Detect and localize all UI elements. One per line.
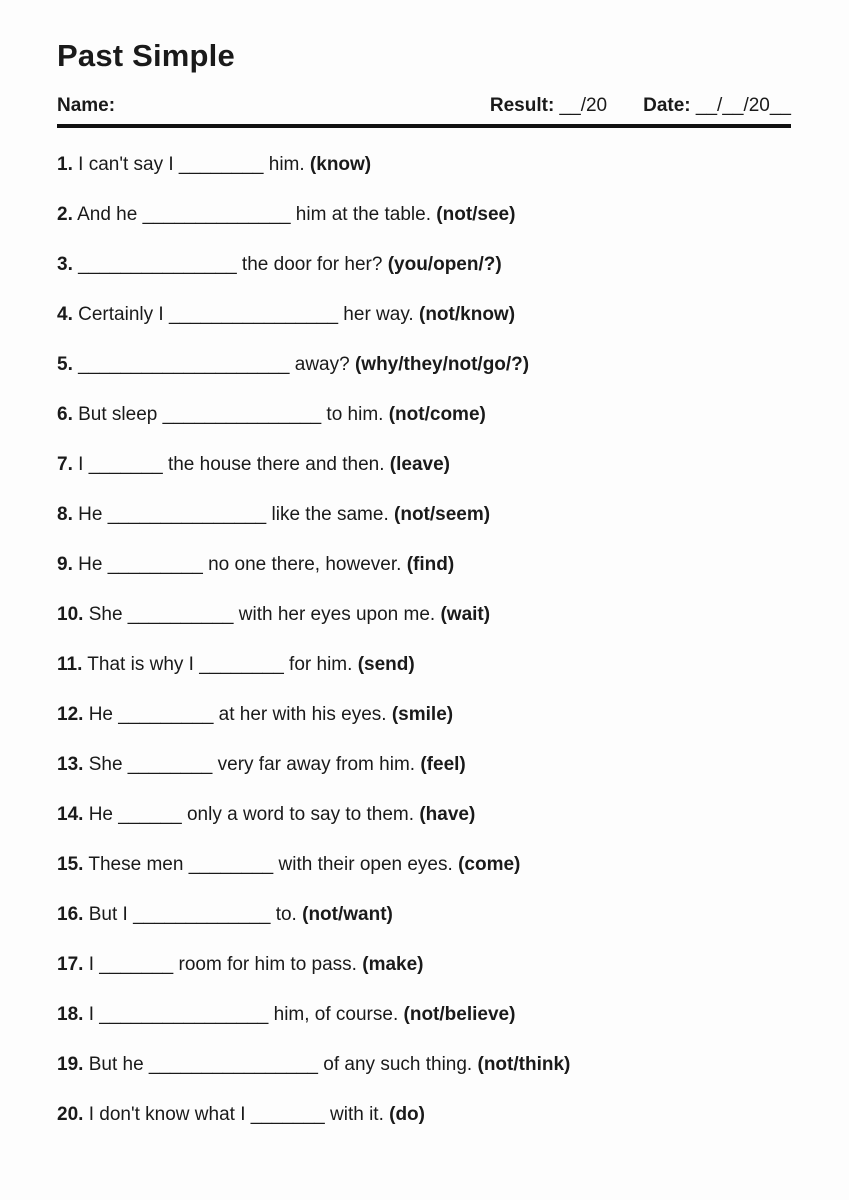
question-post-text: her way. bbox=[338, 304, 419, 326]
verb-hint: (wait) bbox=[440, 604, 491, 626]
question-number: 17. bbox=[57, 954, 84, 976]
date-label: Date: bbox=[643, 94, 691, 116]
question-row-7 bbox=[57, 454, 791, 476]
answer-blank: ______________ bbox=[142, 204, 291, 226]
question-row-17 bbox=[57, 954, 791, 976]
verb-hint: (leave) bbox=[389, 454, 450, 476]
question-post-text: with it. bbox=[324, 1104, 390, 1126]
answer-blank: _________ bbox=[107, 554, 203, 576]
question-number: 16. bbox=[57, 904, 84, 926]
result-value: __/20 bbox=[554, 94, 608, 116]
questions-list bbox=[57, 154, 791, 1126]
question-post-text: the door for her? bbox=[236, 254, 388, 276]
answer-blank: __________ bbox=[127, 604, 234, 626]
question-row-10 bbox=[57, 604, 791, 626]
question-pre-text: But sleep bbox=[72, 404, 163, 426]
answer-blank: ________ bbox=[188, 854, 274, 876]
question-pre-text: She bbox=[83, 604, 128, 626]
question-post-text: at her with his eyes. bbox=[213, 704, 392, 726]
verb-hint: (have) bbox=[419, 804, 476, 826]
question-post-text: to. bbox=[270, 904, 303, 926]
verb-hint: (not/come) bbox=[388, 404, 486, 426]
result-label: Result: bbox=[489, 94, 555, 116]
question-number: 13. bbox=[57, 754, 84, 776]
header-divider bbox=[57, 124, 791, 128]
question-post-text: for him. bbox=[283, 654, 358, 676]
question-pre-text: But I bbox=[83, 904, 134, 926]
answer-blank: _______________ bbox=[162, 404, 322, 426]
verb-hint: (feel) bbox=[420, 754, 466, 776]
verb-hint: (not/know) bbox=[419, 304, 516, 326]
date-value: __/__/20__ bbox=[690, 94, 791, 116]
question-row-12 bbox=[57, 704, 791, 726]
verb-hint: (not/think) bbox=[477, 1054, 571, 1076]
question-post-text: of any such thing. bbox=[318, 1054, 478, 1076]
question-pre-text: I don't know what I bbox=[83, 1104, 251, 1126]
question-post-text: the house there and then. bbox=[162, 454, 390, 476]
question-row-4 bbox=[57, 304, 791, 326]
question-number: 11. bbox=[57, 654, 83, 676]
worksheet-meta-row bbox=[57, 95, 791, 118]
question-post-text: no one there, however. bbox=[202, 554, 407, 576]
question-pre-text: She bbox=[83, 754, 128, 776]
question-post-text: with her eyes upon me. bbox=[233, 604, 441, 626]
question-row-1 bbox=[57, 154, 791, 176]
question-row-9 bbox=[57, 554, 791, 576]
date-field bbox=[643, 95, 791, 118]
verb-hint: (know) bbox=[309, 154, 372, 176]
answer-blank: _______________ bbox=[78, 254, 237, 276]
answer-blank: _______ bbox=[99, 954, 174, 976]
question-number: 5. bbox=[57, 354, 73, 376]
question-row-6 bbox=[57, 404, 791, 426]
question-number: 9. bbox=[57, 554, 73, 576]
question-post-text: like the same. bbox=[266, 504, 395, 526]
result-field bbox=[490, 95, 607, 118]
question-number: 2. bbox=[57, 204, 73, 226]
verb-hint: (you/open/?) bbox=[387, 254, 502, 276]
answer-blank: _______ bbox=[88, 454, 163, 476]
verb-hint: (do) bbox=[389, 1104, 425, 1126]
question-post-text: him, of course. bbox=[268, 1004, 404, 1026]
question-row-3 bbox=[57, 254, 791, 276]
question-post-text: room for him to pass. bbox=[173, 954, 363, 976]
question-pre-text: These men bbox=[83, 854, 189, 876]
answer-blank: _________ bbox=[118, 704, 214, 726]
page-title: Past Simple bbox=[57, 38, 235, 73]
answer-blank: ________________ bbox=[148, 1054, 318, 1076]
verb-hint: (smile) bbox=[391, 704, 454, 726]
question-row-18 bbox=[57, 1004, 791, 1026]
question-pre-text: He bbox=[83, 704, 119, 726]
question-post-text: to him. bbox=[321, 404, 389, 426]
question-post-text: with their open eyes. bbox=[273, 854, 459, 876]
question-row-20 bbox=[57, 1104, 791, 1126]
question-number: 6. bbox=[57, 404, 73, 426]
verb-hint: (not/believe) bbox=[403, 1004, 516, 1026]
question-number: 3. bbox=[57, 254, 73, 276]
question-row-11 bbox=[57, 654, 791, 676]
answer-blank: ________________ bbox=[99, 1004, 269, 1026]
question-number: 14. bbox=[57, 804, 84, 826]
answer-blank: _______ bbox=[250, 1104, 325, 1126]
question-pre-text: But he bbox=[83, 1054, 149, 1076]
answer-blank: ________ bbox=[127, 754, 213, 776]
question-pre-text: That is why I bbox=[82, 654, 200, 676]
question-pre-text: He bbox=[72, 554, 108, 576]
verb-hint: (not/see) bbox=[436, 204, 516, 226]
verb-hint: (make) bbox=[362, 954, 424, 976]
question-number: 8. bbox=[57, 504, 73, 526]
question-pre-text: Certainly I bbox=[72, 304, 169, 326]
question-number: 1. bbox=[57, 154, 73, 176]
question-pre-text: I can't say I bbox=[72, 154, 179, 176]
question-row-2 bbox=[57, 204, 791, 226]
question-row-5 bbox=[57, 354, 791, 376]
question-row-16 bbox=[57, 904, 791, 926]
verb-hint: (not/want) bbox=[302, 904, 393, 926]
meta-right-group bbox=[490, 95, 791, 118]
question-number: 7. bbox=[57, 454, 73, 476]
question-pre-text: He bbox=[83, 804, 119, 826]
verb-hint: (why/they/not/go/?) bbox=[354, 354, 530, 376]
question-post-text: very far away from him. bbox=[212, 754, 421, 776]
question-number: 20. bbox=[57, 1104, 84, 1126]
answer-blank: _______________ bbox=[107, 504, 267, 526]
question-pre-text: He bbox=[72, 504, 108, 526]
question-pre-text: I bbox=[83, 1004, 100, 1026]
answer-blank: ______ bbox=[118, 804, 182, 826]
answer-blank: _____________ bbox=[133, 904, 271, 926]
question-post-text: only a word to say to them. bbox=[181, 804, 420, 826]
question-row-8 bbox=[57, 504, 791, 526]
verb-hint: (come) bbox=[458, 854, 521, 876]
question-number: 10. bbox=[57, 604, 84, 626]
answer-blank: ________ bbox=[178, 154, 264, 176]
verb-hint: (find) bbox=[406, 554, 455, 576]
answer-blank: ________ bbox=[199, 654, 284, 676]
verb-hint: (not/seem) bbox=[394, 504, 491, 526]
question-row-14 bbox=[57, 804, 791, 826]
answer-blank: ________________ bbox=[168, 304, 339, 326]
name-field bbox=[57, 95, 115, 118]
question-number: 18. bbox=[57, 1004, 84, 1026]
question-row-19 bbox=[57, 1054, 791, 1076]
question-row-15 bbox=[57, 854, 791, 876]
question-pre-text: I bbox=[83, 954, 100, 976]
question-number: 19. bbox=[57, 1054, 84, 1076]
answer-blank: ____________________ bbox=[78, 354, 290, 376]
question-post-text: him at the table. bbox=[290, 204, 437, 226]
question-number: 15. bbox=[57, 854, 84, 876]
question-post-text: him. bbox=[263, 154, 310, 176]
verb-hint: (send) bbox=[357, 654, 415, 676]
question-pre-text: I bbox=[72, 454, 89, 476]
question-post-text: away? bbox=[289, 354, 355, 376]
question-row-13 bbox=[57, 754, 791, 776]
question-number: 12. bbox=[57, 704, 84, 726]
question-pre-text: And he bbox=[72, 204, 143, 226]
name-label: Name: bbox=[57, 94, 116, 116]
question-number: 4. bbox=[57, 304, 73, 326]
